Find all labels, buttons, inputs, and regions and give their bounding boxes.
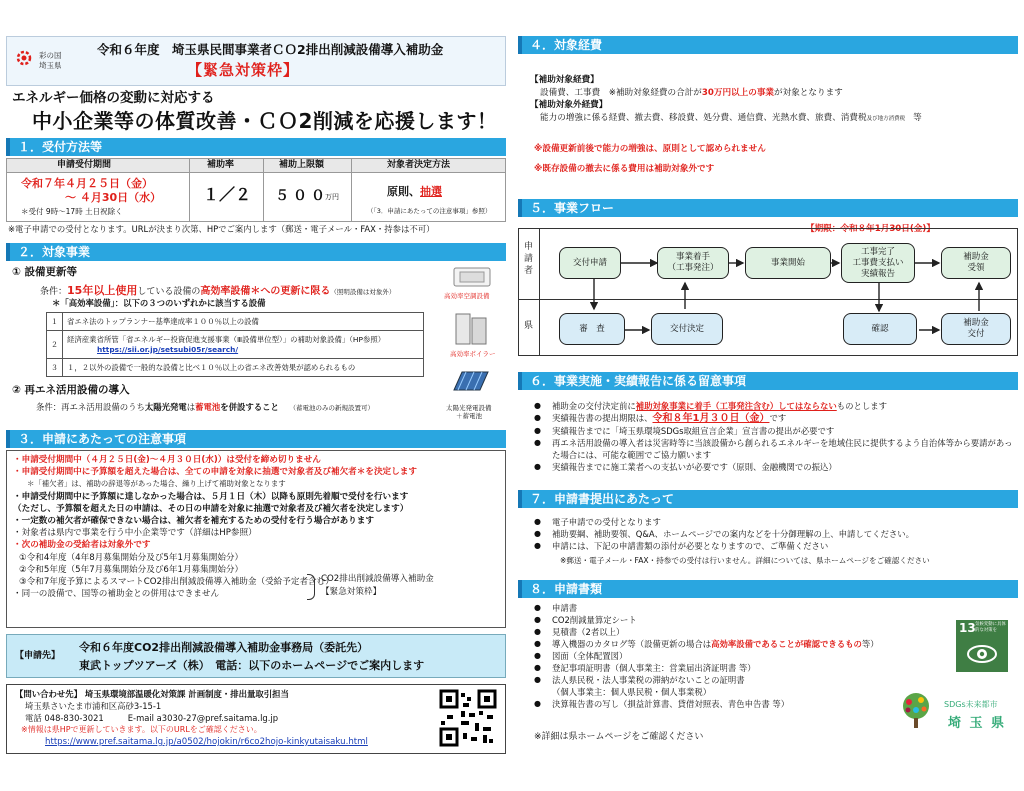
- header-subtitle: 【緊急対策枠】: [187, 61, 300, 79]
- lane-applicant: 申請者: [524, 242, 534, 276]
- col-period: 申請受付期間: [57, 160, 112, 170]
- cost-eligible-title: 【補助対象経費】: [530, 75, 599, 85]
- sec3-heading: ３．申請にあたっての注意事項: [6, 430, 506, 448]
- method-text: 原則、: [387, 185, 420, 198]
- sec6-heading: ６．事業実施・実績報告に係る留意事項: [518, 372, 1018, 390]
- s6-1c: ものとします: [836, 401, 887, 411]
- note-8: ・次の補助金の受給者は対象外です: [13, 540, 151, 551]
- img3a-caption: 太陽光発電設備: [446, 404, 492, 412]
- flow-decision: 交付決定: [651, 313, 723, 345]
- contact-email[interactable]: E-mail a3030-27@pref.saitama.lg.jp: [127, 713, 279, 723]
- cond-red2: 高効率設備＊への更新に限る: [200, 286, 331, 297]
- sec2-def: ＊「高効率設備」：以下の３つのいずれかに該当する設備: [52, 298, 266, 308]
- cost-ineligible-c: 等: [913, 112, 922, 123]
- cost-eligible: [530, 87, 922, 100]
- cost-eligible-c: が対象となります: [774, 87, 843, 98]
- flow-complete-b: 工事費支払い: [852, 257, 904, 268]
- sec1-table: [6, 158, 506, 222]
- re-red: 蓄電池: [195, 402, 221, 412]
- flow-complete-c: 実績報告: [860, 268, 895, 279]
- contact-address: 埼玉県さいたま市浦和区高砂3-15-1: [25, 701, 162, 711]
- re-note: （蓄電池のみの新規設置可）: [289, 404, 375, 412]
- flow-grant-a: 補助金: [963, 318, 989, 328]
- flow-confirm: 確認: [843, 313, 917, 345]
- list-item: ● CO2削減量算定シート: [530, 614, 930, 626]
- sec3-box: [6, 450, 506, 628]
- period-1: 令和７年４月２５日（金）: [21, 177, 153, 190]
- note-12: ・同一の設備で、国等の補助金との併用はできません: [13, 589, 220, 600]
- boiler-illustration: [452, 312, 490, 346]
- note-7: ・対象者は県内で事業を行う中小企業等です（詳細はHP参照）: [13, 528, 257, 539]
- s6-2b: 令和８年1月３０日（金）: [652, 413, 770, 424]
- sun-logo-icon: [13, 47, 35, 69]
- contact-tel: 電話 048-830-3021: [25, 713, 104, 723]
- flow-start-a: 事業着手: [675, 252, 710, 262]
- logo-text-1: 彩の国: [39, 51, 62, 60]
- method-lottery: 抽選: [420, 185, 442, 198]
- flow-receive-a: 補助金: [963, 252, 989, 262]
- apply-line2: 東武トップツアーズ（株） 電話：以下のホームページでご案内します: [79, 659, 425, 672]
- header-title: 令和６年度 埼玉県民間事業者ＣＯ2排出削減設備導入補助金: [97, 42, 444, 57]
- note-2: [13, 466, 499, 478]
- note-2a: ・申請受付期間中に予算額を超えた場合は、: [13, 467, 185, 478]
- list-item: ● 実績報告までに「埼玉県環境SDGs取組宣言企業」宣言書の提出が必要です: [530, 425, 1016, 437]
- cost-ineligible: [530, 112, 922, 126]
- note-4: ・申請受付期間中に予算額に達しなかった場合は、５月１日（木）以降も原則先着順で受付を行います: [13, 491, 409, 502]
- qr-code-icon: [439, 689, 497, 747]
- cond-red1: 15年以上使用: [67, 284, 138, 297]
- row-text: 経済産業省所管「省エネルギー投資促進支援事業（Ⅲ設備単位型）」の補助対象設備」（HP参照）: [67, 334, 386, 344]
- flow-receive-b: 受領: [967, 263, 985, 273]
- apply-line1: 令和６年度CO2排出削減設備導入補助金事務局（委託先）: [79, 641, 369, 654]
- s8-4a: 導入機器のカタログ等（設備更新の場合は: [552, 639, 712, 649]
- logo-text-2: 埼玉県: [39, 61, 62, 70]
- img2-caption: 高効率ボイラー: [450, 350, 496, 358]
- apply-box: [6, 634, 506, 678]
- img1-caption: 高効率空調設備: [444, 292, 490, 300]
- note-2b: 全ての申請を対象に抽選で対象者及び補欠者＊を決定します: [184, 467, 417, 478]
- row-no: ３: [47, 359, 63, 377]
- contact-line: [15, 712, 497, 724]
- flow-receive: [941, 247, 1011, 279]
- list-item: ● 図面（全体配置図）: [530, 650, 930, 662]
- flow-start-work: [657, 247, 729, 279]
- sec5-heading: ５．事業フロー: [518, 199, 1018, 217]
- contact-title: 【問い合わせ先】 埼玉県環境部温暖化対策課 計画制度・排出量取引担当: [15, 689, 289, 699]
- brace-text-1: CO2排出削減設備導入補助金: [321, 574, 434, 584]
- sdg-text: 気候変動に具体的な対策を: [975, 622, 1006, 633]
- list-item: ● 申請には、下記の申請書類の添付が必要となりますので、ご準備ください: [530, 540, 1016, 552]
- sec7-heading: ７．申請書提出にあたって: [518, 490, 1018, 508]
- sec7-list: [530, 516, 1016, 552]
- sec8-list: [530, 602, 930, 710]
- flow-grant: [941, 313, 1011, 345]
- sec8-foot: ※詳細は県ホームページをご確認ください: [534, 732, 704, 742]
- limit-value: ５００: [275, 188, 329, 204]
- col-method: 対象者決定方法: [387, 160, 451, 170]
- sdgs-city-logo: [896, 690, 936, 730]
- table-row: [47, 313, 424, 331]
- s6-2a: 実績報告書の提出期限は、: [552, 413, 653, 423]
- re-mid: は: [186, 402, 196, 412]
- re-b2: を併設すること: [220, 402, 279, 412]
- sec2-sub1: ① 設備更新等: [12, 266, 78, 278]
- method-1: [387, 185, 442, 199]
- sec4-heading: ４．対象経費: [518, 36, 1018, 54]
- catch-line-2: 中小企業等の体質改善・ＣＯ2削減を応援します！: [32, 109, 498, 133]
- col-limit: 補助上限額: [279, 160, 325, 170]
- catch-line-1: エネルギー価格の変動に対応する: [12, 90, 215, 106]
- brace-text-2: 【緊急対策枠】: [321, 587, 382, 597]
- list-item: ● 実績報告までに施工業者への支払いが必要です（原則、金融機関での振込）: [530, 461, 1016, 473]
- s8-4b: 高効率設備であることが確認できるもの: [711, 639, 862, 649]
- brace: [307, 574, 315, 600]
- row-text: １，２以外の設備で一般的な設備と比べ１０％以上の省エネ改善効果が認められるもの: [63, 359, 424, 377]
- limit-unit: 万円: [325, 193, 339, 201]
- sdgs-city-text: SDGs未来都市: [944, 700, 998, 709]
- row-text: 省エネ法のトップランナー基準達成率１００％以上の設備: [63, 313, 424, 331]
- lane-pref: 県: [524, 321, 534, 331]
- efficiency-table: [46, 312, 424, 377]
- list-item: ● 決算報告書の写し（損益計算書、貸借対照表、青色申告書 等）: [530, 698, 930, 710]
- list-item: ● 見積書（2者以上）: [530, 626, 930, 638]
- flow-deadline: 【期限：令和８年1月30日(金)】: [806, 224, 935, 234]
- list-item-sub: （個人事業主：個人県民税・個人事業税）: [552, 687, 712, 697]
- sec8-heading: ８．申請書類: [518, 580, 1018, 598]
- list-item: ● 補助要綱、補助要領、Q&A、ホームページでの案内などを十分御理解の上、申請してください。: [530, 528, 1016, 540]
- sec1-footnote: ※電子申請での受付となります。URLが決まり次第、HPでご案内します（郵送・電子メール・FAX・持参は不可）: [8, 224, 435, 234]
- apply-label: 【申請先】: [15, 651, 61, 661]
- note-9: ①令和4年度（4年8月募集開始分及び5年1月募集開始分）: [19, 552, 244, 563]
- table-row: [47, 331, 424, 359]
- cost-eligible-a: 設備費、工事費 ※補助対象経費の合計が: [540, 87, 702, 98]
- flow-diagram: [518, 228, 1018, 356]
- flow-complete-a: 工事完了: [860, 246, 895, 257]
- sec1-heading: １．受付方法等: [6, 138, 506, 156]
- period-note: ＊受付 9時～17時 土日祝除く: [21, 207, 123, 216]
- row-no: １: [47, 313, 63, 331]
- cost-ineligible-a: 能力の増強に係る経費、撤去費、移設費、処分費、通信費、光熱水費、旅費、消費税: [540, 112, 867, 123]
- list-item: [530, 400, 1016, 412]
- list-item: ● 再エネ活用設備の導入者は災害時等に当該設備から創られるエネルギーを地域住民に提供するよう自治体等から要請があった場合には、可能な範囲でご協力願います: [530, 437, 1016, 461]
- note-6: ・一定数の補欠者が確保できない場合は、補欠者を補充するための受付を行う場合があります: [13, 516, 374, 527]
- cost-ineligible-b: 及び地方消費税: [866, 115, 906, 122]
- header-banner: [6, 36, 506, 86]
- sec4-note1: ※設備更新前後で能力の増強は、原則として認められません: [534, 144, 766, 154]
- sii-link[interactable]: https://sii.or.jp/setsubi05r/search/: [97, 344, 239, 354]
- s6-1a: 補助金の交付決定前に: [552, 401, 636, 411]
- re-condition: [36, 402, 374, 413]
- list-item: ● 申請書: [530, 602, 930, 614]
- sec2-sub2: ② 再エネ活用設備の導入: [12, 384, 130, 396]
- sec4-body: [530, 74, 922, 125]
- list-item: [530, 638, 930, 650]
- eye-globe-icon: [966, 640, 998, 668]
- cost-ineligible-title: 【補助対象外経費】: [530, 100, 608, 110]
- img3b-caption: ＋蓄電池: [456, 412, 482, 420]
- note-11: ③令和7年度予算によるスマートCO2排出削減設備導入補助金（受給予定者含む）: [19, 577, 334, 588]
- list-item: ● 登記事項証明書（個人事業主：営業届出済証明書 等）: [530, 662, 930, 674]
- row-no: ２: [47, 331, 63, 359]
- flow-apply: 交付申請: [559, 247, 621, 279]
- flow-review: 審 査: [559, 313, 625, 345]
- sec6-list: [530, 400, 1016, 473]
- note-10: ②令和5年度（5年7月募集開始分及び6年1月募集開始分）: [19, 564, 244, 575]
- contact-box: [6, 684, 506, 754]
- list-item: ● 法人県民税・法人事業税の滞納がないことの証明書: [530, 674, 930, 686]
- contact-url[interactable]: https://www.pref.saitama.lg.jp/a0502/hojokin/r6co2hojo-kinkyutaisaku.html: [45, 737, 368, 747]
- list-item: ● 電子申請での受付となります: [530, 516, 1016, 528]
- sec4-note2: ※既存設備の撤去に係る費用は補助対象外です: [534, 164, 715, 174]
- s6-1b: 補助対象事業に着手（工事発注含む）してはならない: [635, 401, 837, 411]
- table-row: [47, 359, 424, 377]
- sec2-condition: [40, 284, 395, 299]
- sdg13-tile: [956, 620, 1008, 672]
- cost-eligible-b: 30万円以上の事業: [701, 87, 775, 98]
- note-3: ＊「補欠者」は、補助の辞退等があった場合、繰り上げて補助対象となります: [27, 479, 286, 489]
- solar-illustration: [452, 368, 490, 396]
- sec7-note: ※郵送・電子メール・FAX・持参での受付は行いません。詳細については、県ホームページをご確認ください: [560, 556, 930, 565]
- list-item: [530, 412, 1016, 425]
- s6-2c: です: [769, 413, 787, 423]
- re-b1: 太陽光発電: [144, 402, 187, 412]
- col-rate: 補助率: [207, 160, 235, 170]
- flow-start-b: （工事発注）: [667, 263, 719, 273]
- pref-logo: [13, 47, 35, 69]
- cond-pre: 条件：: [40, 287, 68, 297]
- flow-grant-b: 交付: [967, 329, 985, 339]
- note-5: （ただし、予算額を超えた日の申請は、その日の申請を対象に抽選で対象者及び補欠者を決定します）: [13, 503, 409, 514]
- cond-mid: している設備の: [137, 287, 201, 297]
- method-note: （「3．申請にあたっての注意事項」参照）: [367, 207, 492, 215]
- pref-name: 埼 玉 県: [948, 716, 1007, 731]
- aircon-illustration: [452, 266, 492, 288]
- qr-code[interactable]: [439, 689, 497, 747]
- re-pre: 条件：再エネ活用設備のうち: [36, 402, 145, 412]
- contact-note: ※情報は県HPで更新していきます。以下のURLをご確認ください。: [21, 725, 262, 734]
- note-1: ・申請受付期間中（４月２５日(金)～４月３０日(水)）は受付を締め切りません: [13, 455, 321, 465]
- flow-complete: [841, 243, 915, 283]
- sdg-number: 13: [959, 621, 976, 635]
- period-2: ～ ４月30日（水）: [65, 191, 162, 204]
- flow-begin: 事業開始: [745, 247, 831, 279]
- cond-note: （照明設備は対象外）: [330, 288, 396, 296]
- rate-value: １／２: [203, 185, 252, 204]
- s8-4c: 等）: [861, 639, 879, 649]
- sec2-heading: ２．対象事業: [6, 243, 506, 261]
- tree-logo-icon: [896, 690, 936, 730]
